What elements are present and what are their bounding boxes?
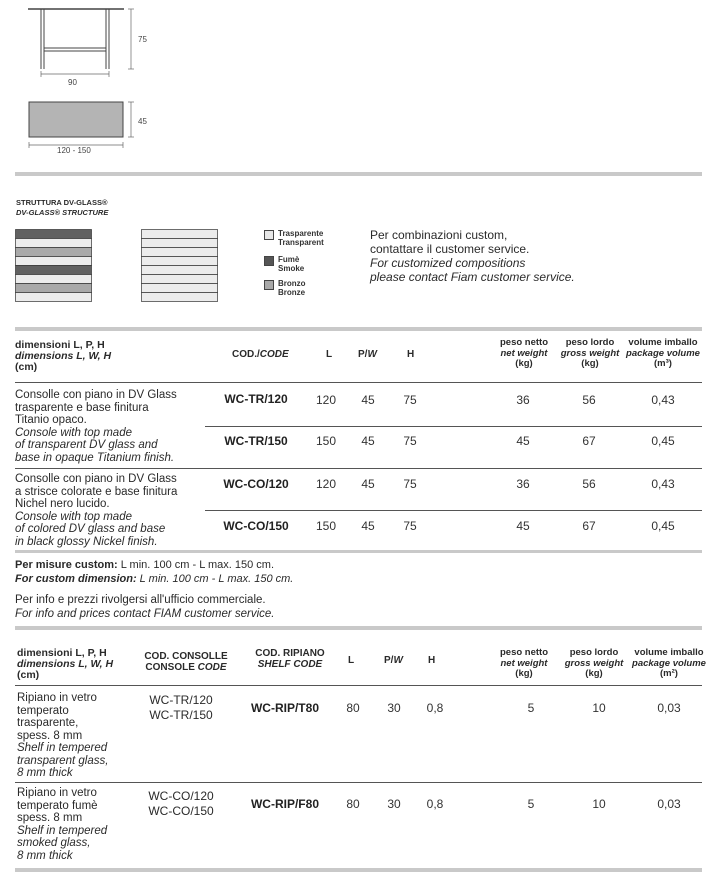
t1-header-l: L bbox=[326, 349, 333, 360]
value-h: 75 bbox=[403, 519, 417, 533]
divider bbox=[15, 172, 702, 176]
t1-group1-desc: Consolle con piano in DV Glass trasparente e base finitura Titanio opaco. Console with top made of transparent DV glass and base in opaque Titanium finish. bbox=[15, 389, 177, 464]
legend-swatch-bronze bbox=[264, 280, 274, 290]
value-volume: 0,45 bbox=[651, 434, 675, 448]
legend-swatch-transparent bbox=[264, 230, 274, 240]
t2-header-rule bbox=[15, 685, 702, 686]
t1-header-p: P/W bbox=[358, 349, 377, 360]
value-net: 36 bbox=[516, 393, 530, 407]
front-view-drawing bbox=[0, 0, 160, 160]
front-height-label: 75 bbox=[138, 35, 147, 44]
t2-header-l: L bbox=[348, 655, 355, 666]
value-p: 45 bbox=[361, 434, 375, 448]
value-h: 0,8 bbox=[426, 797, 444, 811]
value-gross: 56 bbox=[582, 393, 596, 407]
row-rule bbox=[205, 510, 702, 511]
value-volume: 0,45 bbox=[651, 519, 675, 533]
t1-header-net: peso netto net weight (kg) bbox=[499, 337, 549, 369]
t2-header-volume: volume imballo package volume (m²) bbox=[632, 647, 706, 679]
value-l: 120 bbox=[315, 393, 337, 407]
value-h: 0,8 bbox=[426, 701, 444, 715]
custom-dimension-note: Per misure custom: L min. 100 cm - L max. 150 cm. For custom dimension: L min. 100 cm - L max. 150 cm. bbox=[15, 559, 294, 585]
front-width-label: 90 bbox=[68, 78, 77, 87]
t2-row2-desc: Ripiano in vetro temperato fumè spess. 8 mm Shelf in tempered smoked glass, 8 mm thick bbox=[17, 787, 108, 862]
value-gross: 10 bbox=[592, 797, 606, 811]
value-volume: 0,03 bbox=[657, 701, 681, 715]
info-note: Per info e prezzi rivolgersi all'ufficio commerciale. For info and prices contact FIAM customer service. bbox=[15, 594, 275, 620]
t1-header-h: H bbox=[407, 349, 415, 360]
t2-header-gross: peso lordo gross weight (kg) bbox=[564, 647, 624, 679]
structure-title-en: DV-GLASS® STRUCTURE bbox=[16, 208, 109, 217]
value-net: 45 bbox=[516, 434, 530, 448]
row-rule bbox=[205, 426, 702, 427]
value-net: 5 bbox=[527, 701, 535, 715]
value-volume: 0,03 bbox=[657, 797, 681, 811]
table1-bottom-rule bbox=[15, 550, 702, 553]
value-volume: 0,43 bbox=[651, 393, 675, 407]
t2-row1-desc: Ripiano in vetro temperato trasparente, spess. 8 mm Shelf in tempered transparent glass, 8 mm thick bbox=[17, 692, 109, 779]
t1-header-rule bbox=[15, 382, 702, 383]
t1-header-volume: volume imballo package volume (m³) bbox=[626, 337, 700, 369]
value-net: 5 bbox=[527, 797, 535, 811]
product-code: WC-TR/150 bbox=[224, 434, 288, 448]
t2-header-console-code: COD. CONSOLLE CONSOLE CODE bbox=[144, 651, 228, 673]
t2-header-p: P/W bbox=[384, 655, 403, 666]
value-p: 45 bbox=[361, 519, 375, 533]
shelf-code: WC-RIP/T80 bbox=[250, 701, 319, 715]
legend-label: Trasparente Transparent bbox=[278, 229, 324, 247]
console-codes: WC-TR/120 WC-TR/150 bbox=[149, 693, 213, 722]
console-codes: WC-CO/120 WC-CO/150 bbox=[148, 789, 214, 818]
group-rule bbox=[15, 468, 702, 469]
top-length-label: 120 - 150 bbox=[57, 146, 91, 155]
value-l: 150 bbox=[315, 519, 337, 533]
value-gross: 67 bbox=[582, 434, 596, 448]
value-net: 36 bbox=[516, 477, 530, 491]
t2-header-shelf-code: COD. RIPIANO SHELF CODE bbox=[255, 648, 325, 670]
t1-header-dimensions: dimensioni L, P, H dimensions L, W, H (cm) bbox=[15, 339, 112, 373]
value-h: 75 bbox=[403, 393, 417, 407]
legend-label: Fumè Smoke bbox=[278, 255, 305, 273]
custom-note: Per combinazioni custom, contattare il customer service. For customized compositions please contact Fiam customer service. bbox=[370, 228, 575, 284]
value-h: 75 bbox=[403, 477, 417, 491]
value-volume: 0,43 bbox=[651, 477, 675, 491]
divider bbox=[15, 327, 702, 331]
divider bbox=[15, 626, 702, 630]
product-code: WC-CO/150 bbox=[223, 519, 289, 533]
stripes-transparent-swatch bbox=[140, 228, 220, 308]
structure-title: STRUTTURA DV-GLASS® bbox=[16, 198, 108, 207]
t2-header-h: H bbox=[428, 655, 436, 666]
legend-label: Bronzo Bronze bbox=[278, 279, 306, 297]
product-code: WC-TR/120 bbox=[224, 392, 288, 406]
value-gross: 67 bbox=[582, 519, 596, 533]
top-depth-label: 45 bbox=[138, 117, 147, 126]
product-code: WC-CO/120 bbox=[223, 477, 289, 491]
value-l: 80 bbox=[346, 701, 360, 715]
value-gross: 56 bbox=[582, 477, 596, 491]
value-h: 75 bbox=[403, 434, 417, 448]
row-rule bbox=[15, 782, 702, 783]
t1-group2-desc: Consolle con piano in DV Glass a strisce colorate e base finitura Nichel nero lucido. Console with top made of colored DV glass and base in black glossy Nickel finish. bbox=[15, 473, 178, 548]
value-p: 30 bbox=[387, 797, 401, 811]
value-p: 30 bbox=[387, 701, 401, 715]
t2-header-net: peso netto net weight (kg) bbox=[499, 647, 549, 679]
legend-swatch-smoke bbox=[264, 256, 274, 266]
value-p: 45 bbox=[361, 477, 375, 491]
value-l: 150 bbox=[315, 434, 337, 448]
value-l: 80 bbox=[346, 797, 360, 811]
t1-header-gross: peso lordo gross weight (kg) bbox=[560, 337, 620, 369]
t2-header-dimensions: dimensioni L, P, H dimensions L, W, H (cm) bbox=[17, 647, 114, 681]
t1-header-code: COD./CODE bbox=[232, 349, 289, 360]
value-l: 120 bbox=[315, 477, 337, 491]
table2-bottom-rule bbox=[15, 868, 702, 872]
value-p: 45 bbox=[361, 393, 375, 407]
shelf-code: WC-RIP/F80 bbox=[250, 797, 319, 811]
value-gross: 10 bbox=[592, 701, 606, 715]
stripes-colored-swatch bbox=[14, 228, 94, 308]
value-net: 45 bbox=[516, 519, 530, 533]
